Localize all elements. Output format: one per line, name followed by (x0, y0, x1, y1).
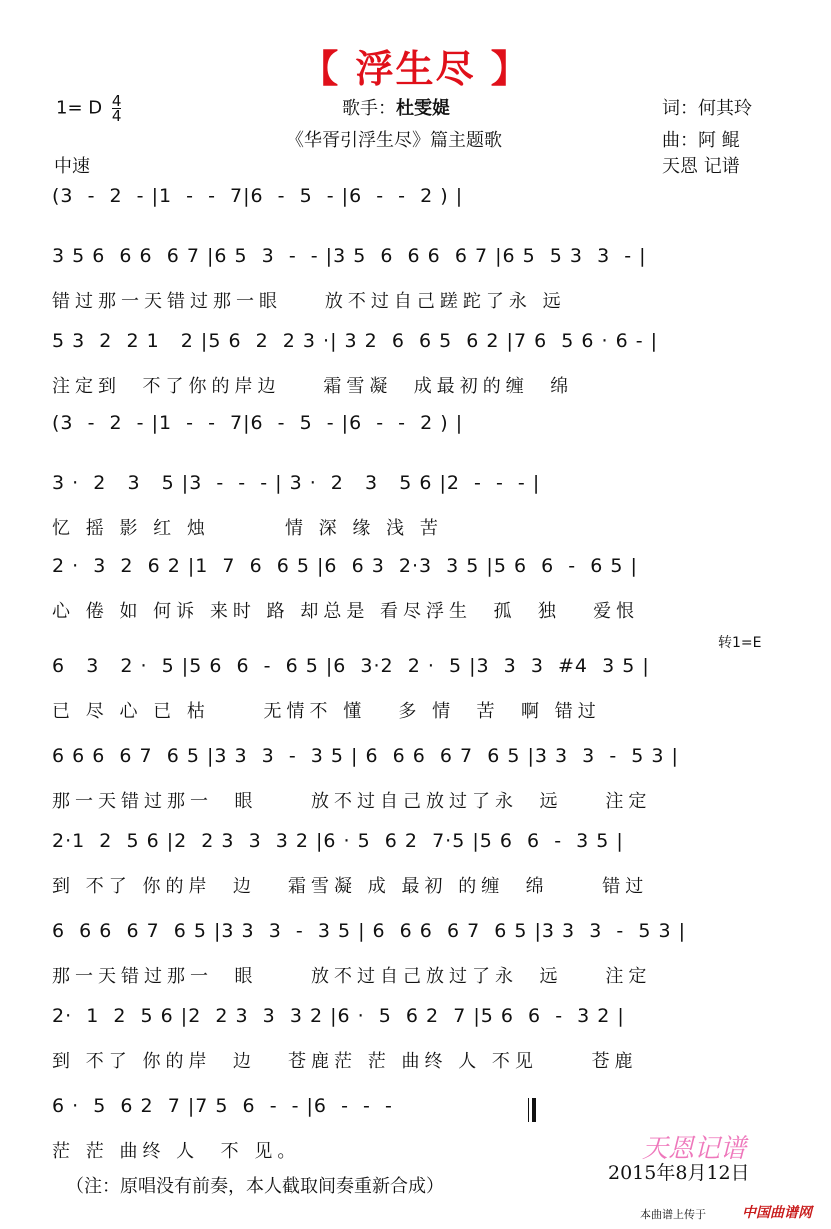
upload-note: 本曲谱上传于 (640, 1208, 706, 1221)
singer-line (342, 94, 450, 120)
lyricist: 词：何其玲 (662, 98, 752, 119)
lyric-line: 已 尽 心 已 枯 无情不 懂 多 情 苦 啊 错过 (52, 701, 601, 722)
time-sig-top: 4 (111, 92, 122, 110)
time-sig-bottom: 4 (111, 107, 122, 125)
notation-line: 5 3 2 2 1 2 |5 6 2 2 3 ·| 3 2 6 6 5 6 2 |7 6 5 6 · 6 - | (52, 330, 658, 352)
tempo: 中速 (54, 156, 90, 177)
footnote: （注：原唱没有前奏，本人截取间奏重新合成） (66, 1176, 444, 1197)
final-barline-thin (528, 1098, 529, 1122)
modulation-mark: 转1=E (718, 635, 762, 651)
transcriber-watermark: 天恩记谱 (642, 1134, 747, 1164)
lyric-line: 那一天错过那一 眼 放不过自己放过了永 远 注定 (52, 791, 652, 812)
notation-line: 2 · 3 2 6 2 |1 7 6 6 5 |6 6 3 2·3 3 5 |5 6 6 - 6 5 | (52, 555, 638, 577)
song-title: 【 浮生尽 】 (300, 47, 531, 91)
lyric-line: 茫 茫 曲终 人 不 见。 (52, 1141, 301, 1162)
singer-name: 杜雯媞 (396, 98, 450, 119)
notation-line: 2· 1 2 5 6 |2 2 3 3 3 2 |6 · 5 6 2 7 |5 6 6 - 3 2 | (52, 1005, 625, 1027)
lyric-line: 心 倦 如 何诉 来时 路 却总是 看尽浮生 孤 独 爱恨 (52, 601, 640, 622)
notation-line: 6 · 5 6 2 7 |7 5 6 - - |6 - - - (52, 1095, 400, 1117)
notation-line: 6 6 6 6 7 6 5 |3 3 3 - 3 5 | 6 6 6 6 7 6 5 |3 3 3 - 5 3 | (52, 920, 686, 942)
lyric-line: 错过那一天错过那一眼 放不过自己蹉跎了永 远 (52, 291, 566, 312)
final-barline-thick (532, 1098, 536, 1122)
lyric-line: 忆 摇 影 红 烛 情 深 缘 浅 苦 (52, 518, 443, 539)
lyric-line: 到 不了 你的岸 边 苍鹿茫 茫 曲终 人 不见 苍鹿 (52, 1051, 638, 1072)
notation-line: 3 5 6 6 6 6 7 |6 5 3 - - |3 5 6 6 6 6 7 |6 5 5 3 3 - | (52, 245, 647, 267)
date: 2015年8月12日 (608, 1162, 750, 1184)
notation-line: 3 · 2 3 5 |3 - - - | 3 · 2 3 5 6 |2 - - - | (52, 472, 541, 494)
notation-line: (3 - 2 - |1 - - 7|6 - 5 - |6 - - 2 ) | (52, 185, 464, 207)
key-signature (56, 94, 121, 123)
lyric-line: 那一天错过那一 眼 放不过自己放过了永 远 注定 (52, 966, 652, 987)
site-logo: 中国曲谱网 (742, 1205, 812, 1221)
singer-label: 歌手： (342, 98, 396, 119)
notation-line: (3 - 2 - |1 - - 7|6 - 5 - |6 - - 2 ) | (52, 412, 464, 434)
key-label: 1= D (56, 97, 103, 119)
notation-line: 2·1 2 5 6 |2 2 3 3 3 2 |6 · 5 6 2 7·5 |5 6 6 - 3 5 | (52, 830, 624, 852)
time-signature (112, 94, 122, 123)
composer: 曲：阿 鲲 (662, 130, 740, 151)
lyric-line: 注定到 不了你的岸边 霜雪凝 成最初的缠 绵 (52, 376, 574, 397)
transcriber: 天恩 记谱 (662, 156, 740, 177)
notation-line: 6 3 2 · 5 |5 6 6 - 6 5 |6 3·2 2 · 5 |3 3 3 #4 3 5 | (52, 655, 650, 677)
subtitle: 《华胥引浮生尽》篇主题歌 (286, 130, 502, 151)
lyric-line: 到 不了 你的岸 边 霜雪凝 成 最初 的缠 绵 错过 (52, 876, 649, 897)
notation-line: 6 6 6 6 7 6 5 |3 3 3 - 3 5 | 6 6 6 6 7 6 5 |3 3 3 - 5 3 | (52, 745, 679, 767)
